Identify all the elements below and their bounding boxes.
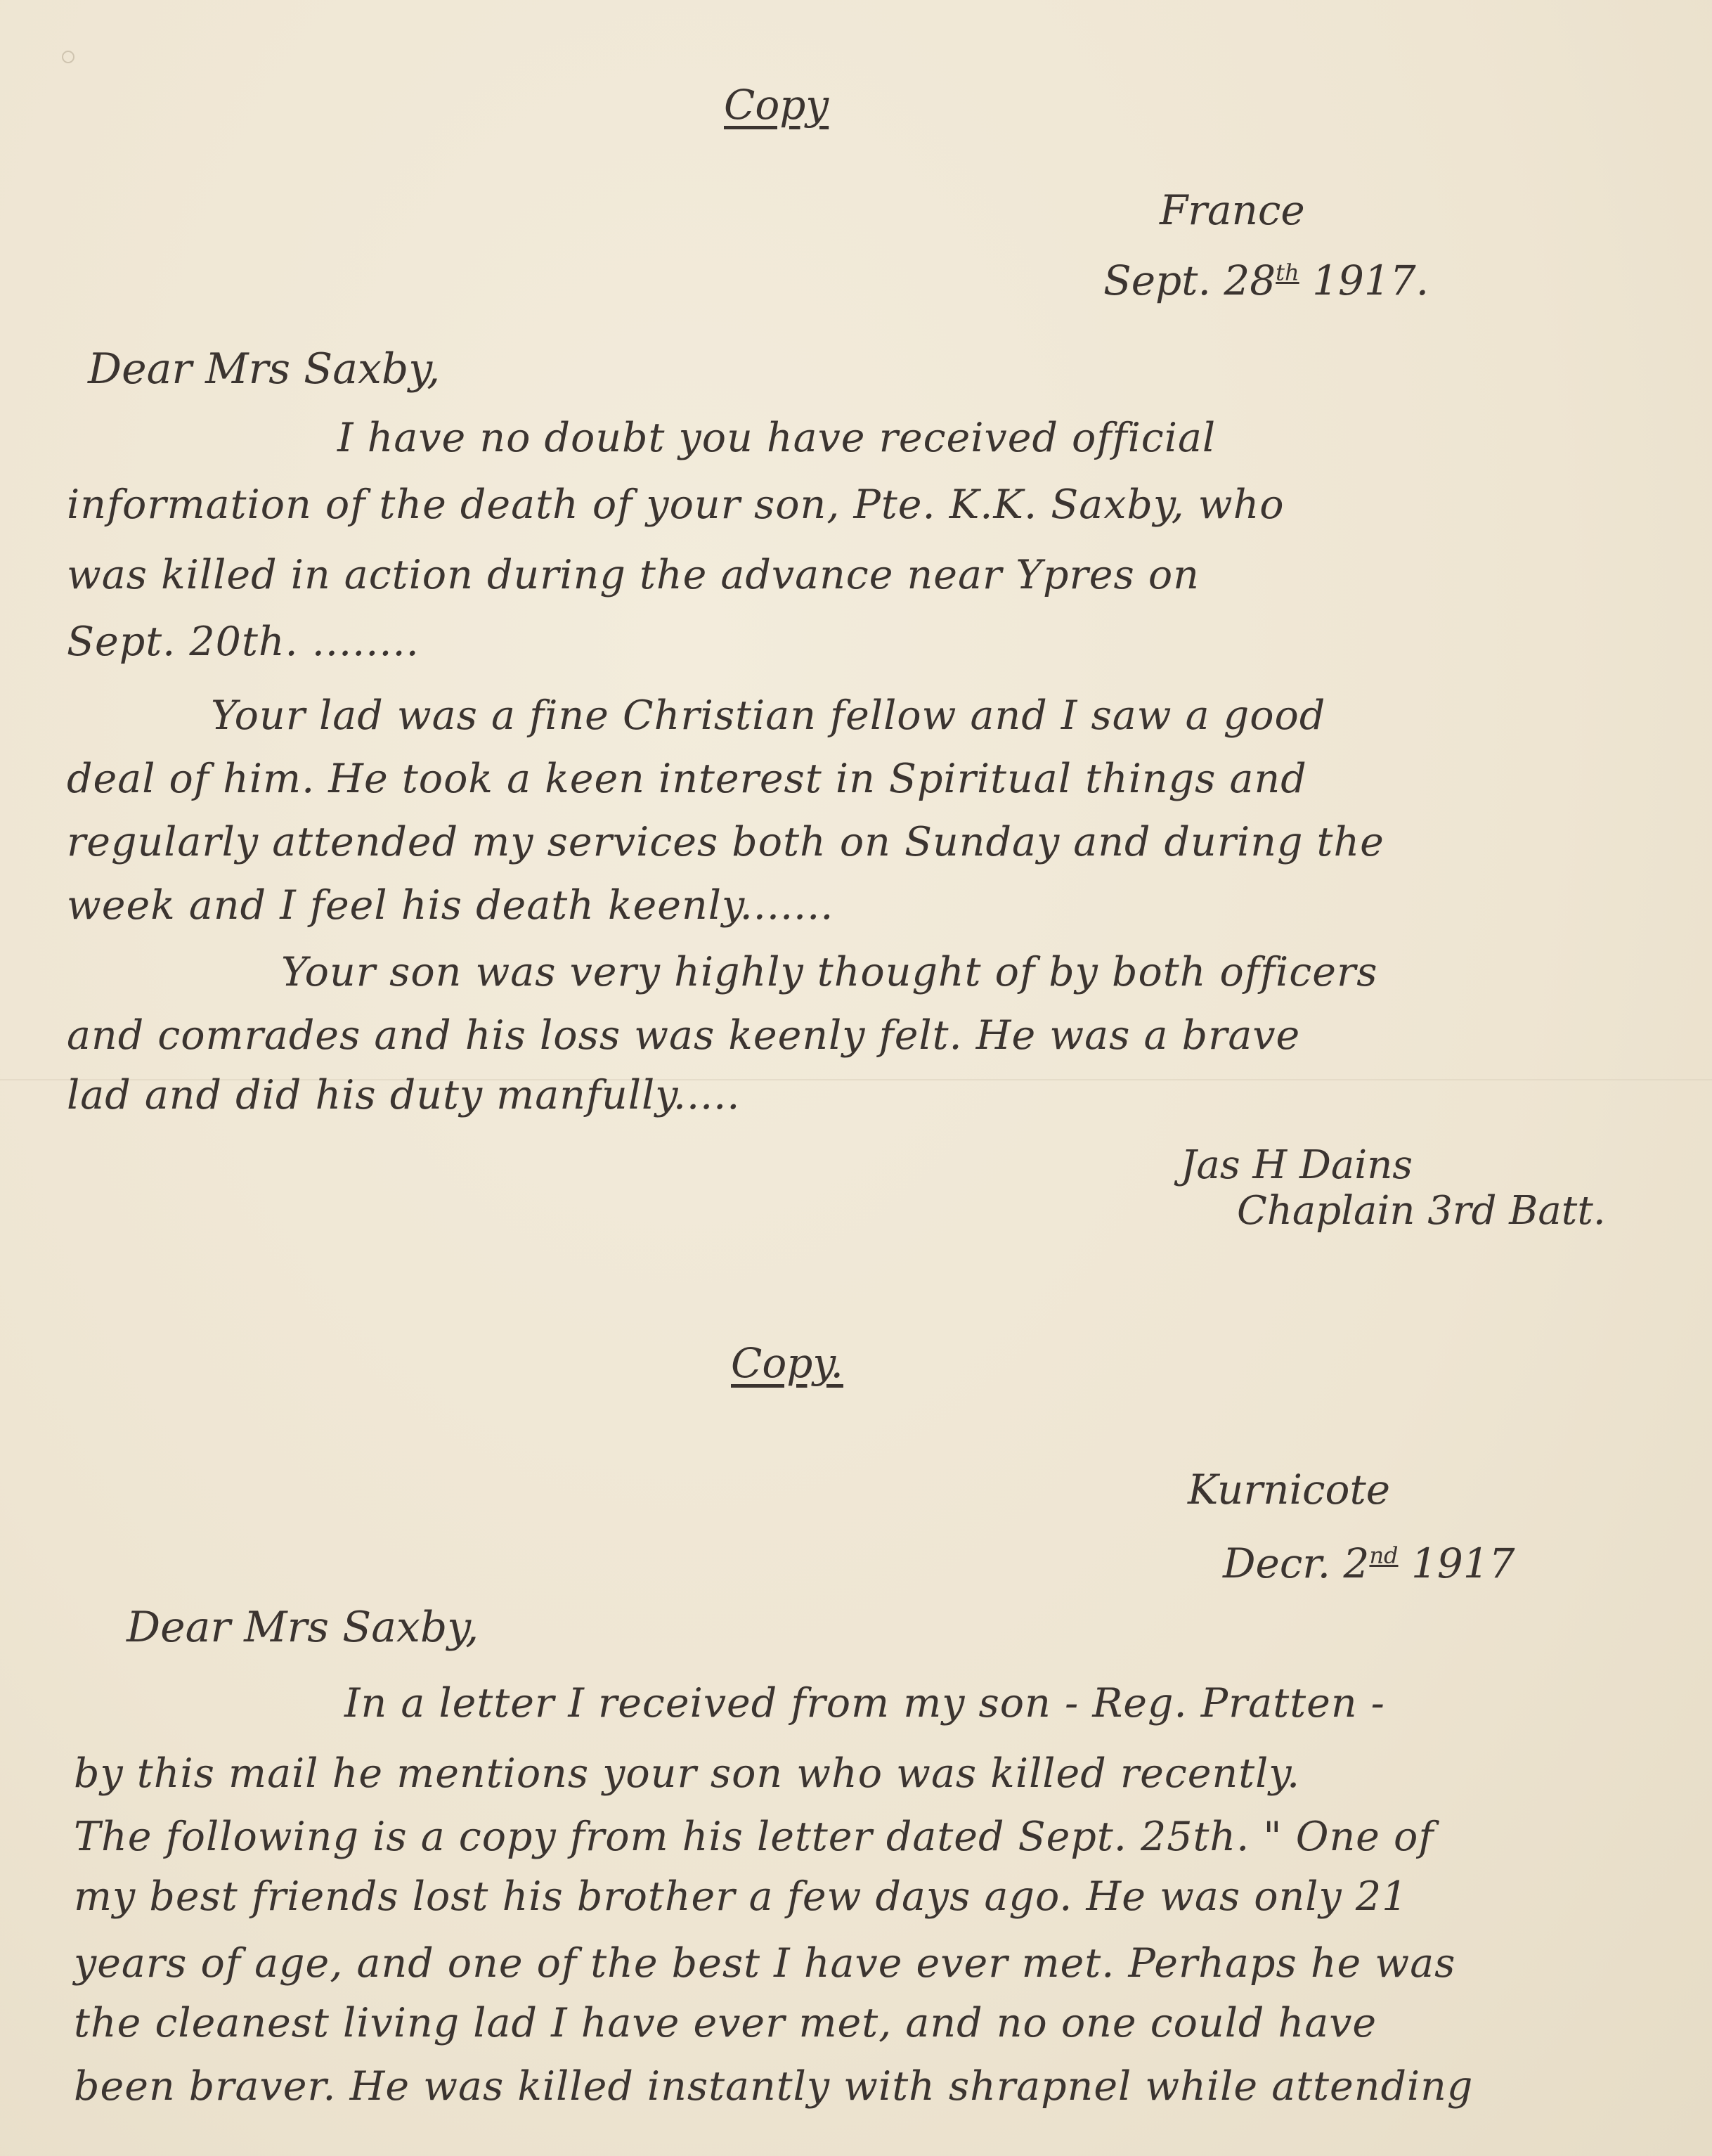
letter1-place: France	[1160, 186, 1305, 234]
letter2-place: Kurnicote	[1188, 1466, 1391, 1513]
letter1-signature: Jas H Dains	[1181, 1142, 1413, 1188]
letter2-date-main: Decr. 2	[1223, 1539, 1370, 1587]
letter2-line: by this mail he mentions your son who was killed recently.	[74, 1750, 1301, 1797]
letter2-date-year: 1917	[1411, 1539, 1515, 1587]
page-corner-mark	[62, 51, 74, 63]
letter1-line: I have no doubt you have received official	[337, 415, 1217, 461]
letter2-date	[1223, 1539, 1515, 1587]
letter1-date-sup: th	[1276, 259, 1299, 286]
letter1-line: week and I feel his death keenly.......	[67, 882, 834, 929]
letter1-signature-title: Chaplain 3rd Batt.	[1237, 1188, 1606, 1234]
letter1-line: deal of him. He took a keen interest in Spiritual things and	[67, 756, 1307, 802]
letter1-line: and comrades and his loss was keenly felt. He was a brave	[67, 1012, 1301, 1059]
letter1-date-main: Sept. 28	[1103, 257, 1276, 304]
letter1-line: Your son was very highly thought of by both officers	[281, 949, 1378, 995]
letter2-date-sup: nd	[1369, 1542, 1399, 1569]
letter1-line: lad and did his duty manfully.....	[67, 1072, 741, 1118]
letter2-line: the cleanest living lad I have ever met, and no one could have	[74, 2000, 1377, 2046]
letter2-line: The following is a copy from his letter dated Sept. 25th. " One of	[74, 1814, 1434, 1860]
letter2-line: my best friends lost his brother a few days ago. He was only 21	[74, 1873, 1408, 1920]
letter2-line: years of age, and one of the best I have ever met. Perhaps he was	[74, 1940, 1456, 1987]
letter1-date	[1103, 257, 1429, 304]
letter2-line: In a letter I received from my son - Reg. Pratten -	[344, 1680, 1385, 1726]
letter1-line: information of the death of your son, Pte. K.K. Saxby, who	[67, 482, 1285, 528]
letter1-line: was killed in action during the advance near Ypres on	[67, 552, 1200, 598]
letter1-line: regularly attended my services both on Sunday and during the	[67, 819, 1384, 865]
letter1-salutation: Dear Mrs Saxby,	[88, 344, 441, 394]
letter1-line: Your lad was a fine Christian fellow and I saw a good	[211, 692, 1326, 739]
letter1-heading: Copy	[724, 81, 829, 129]
letter1-line: Sept. 20th. ........	[67, 619, 420, 665]
letter2-heading: Copy.	[731, 1339, 843, 1387]
letter2-line: been braver. He was killed instantly with shrapnel while attending	[74, 2063, 1474, 2110]
letter2-salutation: Dear Mrs Saxby,	[127, 1603, 479, 1652]
letter1-date-year: 1917.	[1312, 257, 1429, 304]
